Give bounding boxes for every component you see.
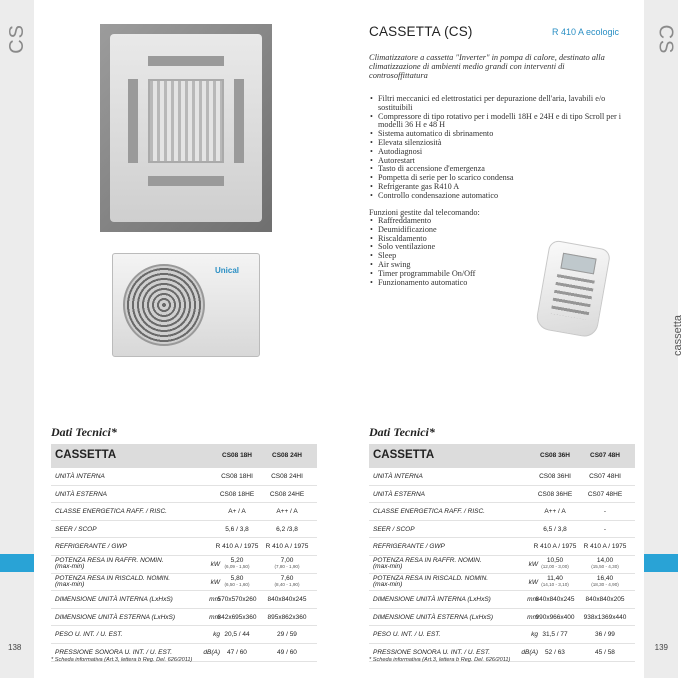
cell-value: 36 / 99 <box>595 631 615 639</box>
row-unit: kW <box>528 560 538 568</box>
cell-value: 6,2 /3,8 <box>276 525 298 533</box>
row-label-sub: (max-min) <box>55 581 85 589</box>
list-item: • Timer programmabile On/Off <box>369 270 549 279</box>
column-header: CS08 24H <box>272 452 302 459</box>
table-row <box>51 468 317 486</box>
row-label: POTENZA RESA IN RISCALD. NOMIN. (max-min) <box>55 574 171 589</box>
list-item: • Tasto di accensione d'emergenza <box>369 165 637 174</box>
row-unit: kg <box>531 631 538 639</box>
column-header: CS08 36H <box>540 452 570 459</box>
row-label: DIMENSIONE UNITÀ INTERNA (LxHxS) <box>373 596 491 604</box>
row-label: PESO U. INT. / U. EST. <box>373 631 441 639</box>
cell-value: CS08 36HE <box>537 490 573 498</box>
cell-value: 570x570x260 <box>217 596 257 604</box>
list-item: • Filtri meccanici ed elettrostatici per depurazione dell'aria, lavabili e/o sostituibili <box>369 95 637 113</box>
cell-value: CS08 24HE <box>269 490 305 498</box>
cell-value: R 410 A / 1975 <box>265 543 309 551</box>
list-item: • Pompetta di serie per lo scarico condensa <box>369 174 637 183</box>
footnote-left: * Scheda informativa (Art.3, lettera b Reg. Del. 626/2011) <box>51 657 193 663</box>
row-label: POTENZA RESA IN RAFFR. NOMIN. (max-min) <box>55 556 164 571</box>
refrigerant-tag: R 410 A ecologic <box>552 27 620 37</box>
cell-value: A+ / A <box>228 508 246 516</box>
cell-value: 49 / 60 <box>277 648 297 656</box>
cell-value: 5,80 (6,50 - 1,60) <box>209 576 265 589</box>
list-item: • Controllo condensazione automatico <box>369 192 637 201</box>
page-title: CASSETTA (CS) <box>369 24 473 39</box>
vent-right <box>234 79 244 163</box>
cell-value: 10,50 (12,00 - 3,00) <box>527 558 583 571</box>
table-header <box>369 444 635 468</box>
list-item: • Sistema automatico di sbrinamento <box>369 130 637 139</box>
cell-value: 840x840x245 <box>535 596 575 604</box>
list-item: • Sleep <box>369 252 549 261</box>
page-number-right: 139 <box>654 643 668 652</box>
fan-grille <box>123 264 205 346</box>
list-item: • Riscaldamento <box>369 235 549 244</box>
tech-table-right <box>369 444 635 662</box>
footnote-right: * Scheda informativa (Art.3, lettera b Reg. Del. 626/2011) <box>369 657 511 663</box>
page-number-left: 138 <box>8 643 22 652</box>
list-item: • Elevata silenziosità <box>369 139 637 148</box>
cell-range: (6,50 - 1,60) <box>224 582 250 588</box>
features-list <box>369 95 637 201</box>
left-cs-label: CS <box>6 24 28 54</box>
row-label-sub: (max-min) <box>373 563 403 571</box>
table-row <box>51 556 317 574</box>
cell-value: 52 / 63 <box>545 648 565 656</box>
list-item: • Refrigerante gas R410 A <box>369 183 637 192</box>
row-label: PRESSIONE SONORA U. INT. / U. EST. <box>55 648 173 656</box>
row-label: DIMENSIONE UNITÀ INTERNA (LxHxS) <box>55 596 173 604</box>
cell-range: (7,80 - 1,90) <box>274 564 300 570</box>
table-row <box>51 486 317 504</box>
cell-range: (8,40 - 1,90) <box>274 582 300 588</box>
row-unit: mm <box>527 613 538 621</box>
vent-top <box>148 56 224 66</box>
row-label: UNITÀ INTERNA <box>55 473 105 480</box>
row-label: UNITÀ ESTERNA <box>373 490 426 498</box>
left-side-strip <box>0 0 34 678</box>
left-blue-tab <box>0 554 34 572</box>
row-label: SEER / SCOP <box>373 525 415 533</box>
cell-value: CS07 48HI <box>589 473 621 480</box>
row-unit: mm <box>527 596 538 604</box>
cell-value: A++ / A <box>276 508 298 516</box>
table-row <box>51 574 317 592</box>
column-header: CS07 48H <box>590 452 620 459</box>
row-label: CLASSE ENERGETICA RAFF. / RISC. <box>373 508 485 516</box>
cell-value: - <box>603 525 607 533</box>
row-label: DIMENSIONE UNITÀ ESTERNA (LxHxS) <box>55 613 176 621</box>
cell-value: 895x862x360 <box>267 613 307 621</box>
table-row <box>369 503 635 521</box>
table-row <box>369 626 635 644</box>
cell-value: 45 / 58 <box>595 648 615 656</box>
cell-value: 5,20 (6,09 - 1,50) <box>209 558 265 571</box>
cell-value: 47 / 60 <box>227 648 247 656</box>
cell-value: 31,5 / 77 <box>542 631 568 639</box>
cell-value: CS08 36HI <box>539 473 571 480</box>
row-label-sub: (max-min) <box>373 581 403 589</box>
list-item: • Solo ventilazione <box>369 243 549 252</box>
row-unit: kg <box>213 631 220 639</box>
cell-value: 29 / 59 <box>277 631 297 639</box>
vent-bottom <box>148 176 224 186</box>
cell-range: (6,09 - 1,50) <box>224 564 250 570</box>
row-label: DIMENSIONE UNITÀ ESTERNA (LxHxS) <box>373 613 494 621</box>
cassette-panel <box>110 34 262 222</box>
row-unit: mm <box>209 596 220 604</box>
list-item: • Deumidificazione <box>369 226 549 235</box>
cell-range: (14,10 - 3,10) <box>541 582 569 588</box>
table-title: CASSETTA <box>373 449 435 461</box>
table-header <box>51 444 317 468</box>
list-item: • Raffreddamento <box>369 217 549 226</box>
row-label: REFRIGERANTE / GWP <box>373 543 445 551</box>
table-row <box>369 521 635 539</box>
column-header: CS08 18H <box>222 452 252 459</box>
table-row <box>369 574 635 592</box>
remote-screen <box>560 253 596 275</box>
list-item: • Air swing <box>369 261 549 270</box>
outdoor-unit-image <box>112 253 260 363</box>
row-label: SEER / SCOP <box>55 525 97 533</box>
cell-range: (15,50 - 4,30) <box>591 564 619 570</box>
table-row <box>51 503 317 521</box>
cell-value: CS08 24HI <box>271 473 303 480</box>
row-unit: kW <box>210 560 220 568</box>
cell-value: R 410 A / 1975 <box>215 543 259 551</box>
right-blue-tab <box>644 554 678 572</box>
remote-functions-list <box>369 217 549 287</box>
cell-value: 7,00 (7,80 - 1,90) <box>259 558 315 571</box>
row-label-sub: (max-min) <box>55 563 85 571</box>
table-row <box>369 486 635 504</box>
section-title-left: Dati Tecnici* <box>51 425 117 439</box>
list-item: • Autodiagnosi <box>369 148 637 157</box>
cell-value: A++ / A <box>544 508 566 516</box>
cell-range: (12,00 - 3,00) <box>541 564 569 570</box>
table-row <box>51 626 317 644</box>
table-row <box>51 591 317 609</box>
cell-value: 5,6 / 3,8 <box>225 525 249 533</box>
row-unit: kW <box>528 578 538 586</box>
cell-value: 990x966x400 <box>535 613 575 621</box>
row-unit: mm <box>209 613 220 621</box>
cell-value: 6,5 / 3,8 <box>543 525 567 533</box>
tech-table-left <box>51 444 317 662</box>
cell-value: 842x695x360 <box>217 613 257 621</box>
row-unit: dB(A) <box>203 648 220 656</box>
cell-value: 14,00 (15,50 - 4,30) <box>577 558 633 571</box>
row-label: CLASSE ENERGETICA RAFF. / RISC. <box>55 508 167 516</box>
cell-value: R 410 A / 1975 <box>583 543 627 551</box>
row-label: PESO U. INT. / U. EST. <box>55 631 123 639</box>
indoor-cassette-image <box>100 24 272 232</box>
cell-value: 20,5 / 44 <box>224 631 250 639</box>
row-label: POTENZA RESA IN RISCALD. NOMIN. (max-min) <box>373 574 489 589</box>
row-unit: dB(A) <box>521 648 538 656</box>
table-row <box>369 609 635 627</box>
table-row <box>369 538 635 556</box>
cell-value: 938x1369x440 <box>583 613 627 621</box>
cell-value: 11,40 (14,10 - 3,10) <box>527 576 583 589</box>
row-label: UNITÀ INTERNA <box>373 473 423 480</box>
cell-value: CS08 18HE <box>219 490 255 498</box>
cell-value: CS07 48HE <box>587 490 623 498</box>
outdoor-unit-body <box>112 253 260 357</box>
intro-text: Climatizzatore a cassetta "Inverter" in pompa di calore, destinato alla climatizzazione di ambienti medio grandi con interventi di controsoffittatura <box>369 53 605 81</box>
cell-value: 16,40 (18,30 - 4,90) <box>577 576 633 589</box>
table-row <box>51 538 317 556</box>
row-label: UNITÀ ESTERNA <box>55 490 108 498</box>
outdoor-logo: Unical <box>215 266 240 275</box>
cassette-grille <box>148 79 224 163</box>
section-title-right: Dati Tecnici* <box>369 425 435 439</box>
right-cs-label: CS <box>654 24 677 55</box>
table-row <box>369 468 635 486</box>
row-unit: kW <box>210 578 220 586</box>
remote-buttons <box>550 274 594 320</box>
table-title: CASSETTA <box>55 449 117 461</box>
list-item: • Autorestart <box>369 157 637 166</box>
row-label: REFRIGERANTE / GWP <box>55 543 127 551</box>
cell-value: - <box>603 508 607 516</box>
cell-value: CS08 18HI <box>221 473 253 480</box>
row-label: PRESSIONE SONORA U. INT. / U. EST. <box>373 648 491 656</box>
right-side-strip <box>644 0 684 678</box>
cell-value: R 410 A / 1975 <box>533 543 577 551</box>
vent-left <box>128 79 138 163</box>
table-row <box>51 521 317 539</box>
cell-range: (18,30 - 4,90) <box>591 582 619 588</box>
list-item: • Funzionamento automatico <box>369 279 549 288</box>
list-item: • Compressore di tipo rotativo per i modelli 18H e 24H e di tipo Scroll per i modelli 36 H e 48 H <box>369 113 637 131</box>
remote-functions-title: Funzioni gestite dal telecomando: <box>369 208 480 217</box>
cell-value: 7,60 (8,40 - 1,90) <box>259 576 315 589</box>
table-row <box>369 556 635 574</box>
cell-value: 840x840x245 <box>267 596 307 604</box>
table-row <box>369 591 635 609</box>
row-label: POTENZA RESA IN RAFFR. NOMIN. (max-min) <box>373 556 482 571</box>
side-word-cassetta: cassetta <box>672 315 684 356</box>
table-row <box>51 609 317 627</box>
cell-value: 840x840x205 <box>585 596 625 604</box>
